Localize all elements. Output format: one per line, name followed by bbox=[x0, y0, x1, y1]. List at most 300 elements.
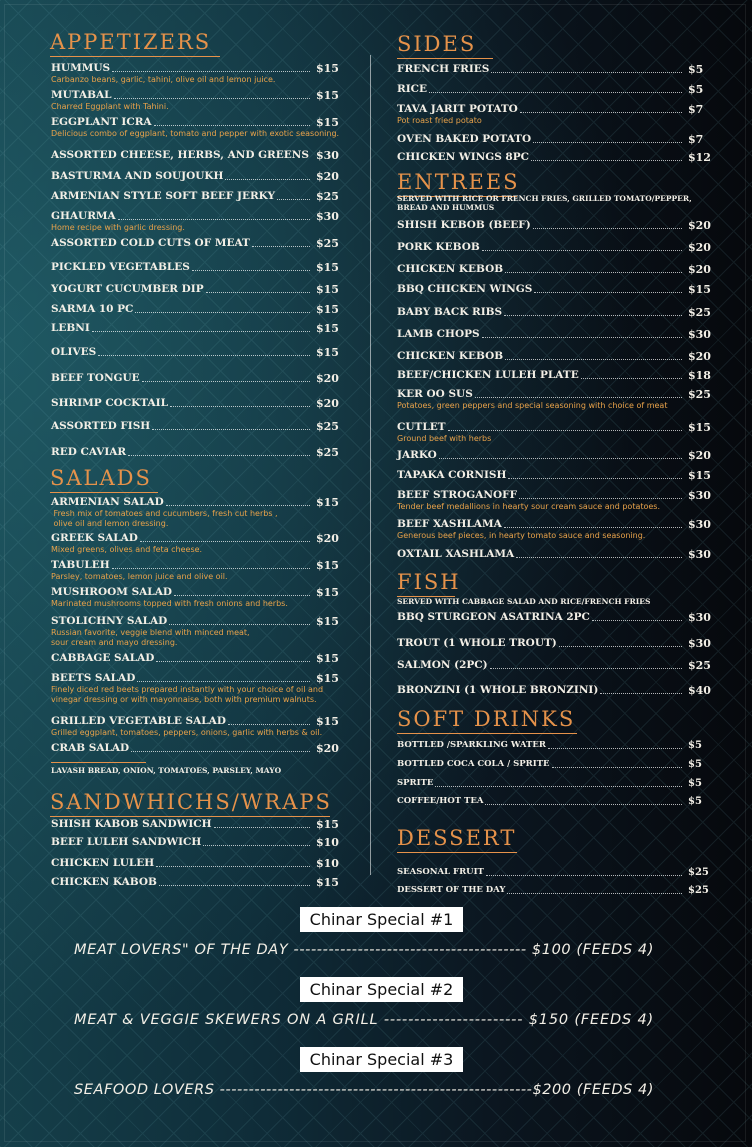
menu-item-shish-kebob-beef bbox=[397, 219, 718, 233]
menu-item-price: $7 bbox=[688, 103, 704, 116]
menu-item-jarko bbox=[397, 449, 718, 463]
menu-item-row bbox=[397, 83, 718, 97]
leader-dots bbox=[174, 595, 310, 596]
menu-item-description: Carbanzo beans, garlic, tahini, olive oil and lemon juice. bbox=[51, 75, 276, 84]
menu-item-price: $5 bbox=[688, 778, 702, 789]
leader-dots bbox=[128, 455, 310, 456]
menu-item-price: $10 bbox=[316, 836, 339, 849]
section-underline bbox=[50, 56, 220, 57]
leader-dots bbox=[137, 681, 310, 682]
menu-item-tabuleh bbox=[51, 559, 346, 573]
menu-item-name: BEEF TONGUE bbox=[51, 372, 140, 384]
section-heading-appetizers bbox=[50, 30, 220, 57]
menu-item-ker-oo-sus bbox=[397, 388, 718, 402]
menu-item-price: $15 bbox=[316, 261, 339, 274]
menu-item-price: $20 bbox=[316, 397, 339, 410]
menu-item-price: $25 bbox=[688, 659, 711, 672]
menu-item-sprite bbox=[397, 777, 718, 791]
menu-item-name: EGGPLANT ICRA bbox=[51, 116, 152, 128]
menu-item-price: $25 bbox=[688, 885, 709, 896]
menu-item-price: $7 bbox=[688, 133, 704, 146]
leader-dots bbox=[504, 527, 682, 528]
menu-item-price: $15 bbox=[316, 818, 339, 831]
menu-item-assorted-cold-cuts-of-meat bbox=[51, 237, 346, 251]
menu-item-price: $5 bbox=[688, 759, 702, 770]
section-heading-dessert bbox=[397, 826, 517, 853]
menu-item-shish-kabob-sandwich bbox=[51, 818, 346, 832]
menu-item-name: CHICKEN KABOB bbox=[51, 876, 157, 888]
menu-item-row bbox=[51, 615, 346, 629]
menu-item-price: $15 bbox=[316, 559, 339, 572]
section-heading-sandwiches bbox=[50, 790, 332, 817]
menu-item-row bbox=[51, 559, 346, 573]
leader-dots bbox=[192, 270, 310, 271]
menu-item-row bbox=[397, 449, 718, 463]
menu-item-bbq-chicken-wings bbox=[397, 283, 718, 297]
menu-item-name: PORK KEBOB bbox=[397, 241, 480, 253]
menu-item-cabbage-salad bbox=[51, 652, 346, 666]
menu-item-name: BABY BACK RIBS bbox=[397, 306, 503, 318]
menu-item-rice bbox=[397, 83, 718, 97]
menu-item-french-fries bbox=[397, 63, 718, 77]
menu-item-name: FRENCH FRIES bbox=[397, 63, 490, 75]
section-title: DESSERT bbox=[397, 826, 517, 850]
leader-dots bbox=[225, 179, 310, 180]
leader-dots bbox=[92, 331, 310, 332]
menu-item-name: OVEN BAKED POTATO bbox=[397, 133, 532, 145]
menu-item-row bbox=[397, 637, 718, 651]
menu-item-price: $12 bbox=[688, 151, 711, 164]
menu-item-price: $20 bbox=[688, 449, 711, 462]
menu-item-mutabal bbox=[51, 89, 346, 103]
menu-item-row bbox=[51, 652, 346, 666]
menu-item-dessert-of-the-day bbox=[397, 884, 718, 898]
menu-item-bottled-coca-cola-sprite bbox=[397, 758, 718, 772]
menu-item-price: $20 bbox=[316, 742, 339, 755]
menu-item-name: SEASONAL FRUIT bbox=[397, 867, 484, 877]
menu-item-description: Pot roast fried potato bbox=[397, 116, 482, 125]
special-description-2: MEAT & VEGGIE SKEWERS ON A GRILL ----------------------- $150 (FEEDS 4) bbox=[74, 1012, 654, 1028]
menu-item-name: GREEK SALAD bbox=[51, 532, 138, 544]
leader-dots bbox=[114, 98, 310, 99]
menu-item-name: SARMA 10 PC bbox=[51, 303, 134, 315]
menu-item-name: PICKLED VEGETABLES bbox=[51, 261, 190, 273]
menu-item-beets-salad bbox=[51, 672, 346, 686]
menu-item-name: COFFEE/HOT TEA bbox=[397, 796, 484, 806]
leader-dots bbox=[131, 751, 310, 752]
menu-item-description: Ground beef with herbs bbox=[397, 434, 492, 443]
menu-item-sarma-10-pc bbox=[51, 303, 346, 317]
menu-item-assorted-cheese-herbs-and-greens bbox=[51, 149, 346, 163]
menu-item-row bbox=[397, 283, 718, 297]
menu-item-description: Potatoes, green peppers and special seasoning with choice of meat bbox=[397, 401, 668, 410]
menu-item-price: $15 bbox=[316, 62, 339, 75]
menu-item-row bbox=[397, 684, 718, 698]
section-heading-sides bbox=[397, 32, 493, 59]
menu-item-name: RED CAVIAR bbox=[51, 446, 127, 458]
menu-item-price: $25 bbox=[316, 190, 339, 203]
menu-item-name: CHICKEN KEBOB bbox=[397, 350, 504, 362]
leader-dots bbox=[486, 875, 682, 876]
menu-item-row bbox=[397, 758, 718, 772]
menu-item-row bbox=[397, 306, 718, 320]
menu-item-row bbox=[397, 63, 718, 77]
leader-dots bbox=[533, 142, 682, 143]
leader-dots bbox=[135, 312, 310, 313]
menu-item-stolichny-salad bbox=[51, 615, 346, 629]
menu-item-price: $18 bbox=[688, 369, 711, 382]
menu-item-description: Delicious combo of eggplant, tomato and pepper with exotic seasoning. bbox=[51, 129, 340, 138]
menu-item-eggplant-icra bbox=[51, 116, 346, 130]
menu-item-price: $15 bbox=[316, 715, 339, 728]
leader-dots bbox=[112, 568, 310, 569]
menu-item-row bbox=[51, 496, 346, 510]
section-underline bbox=[50, 492, 158, 493]
menu-item-row bbox=[397, 219, 718, 233]
menu-item-name: SHISH KABOB SANDWICH bbox=[51, 818, 212, 830]
menu-item-name: BEEF STROGANOFF bbox=[397, 489, 518, 501]
menu-item-row bbox=[397, 518, 718, 532]
menu-item-row bbox=[51, 672, 346, 686]
menu-item-name: ASSORTED FISH bbox=[51, 420, 151, 432]
menu-item-lamb-chops bbox=[397, 328, 718, 342]
menu-item-tava-jarit-potato bbox=[397, 103, 718, 117]
menu-item-name: MUSHROOM SALAD bbox=[51, 586, 172, 598]
menu-item-row bbox=[51, 283, 346, 297]
menu-item-price: $5 bbox=[688, 63, 704, 76]
menu-item-bottled-sparkling-water bbox=[397, 739, 718, 753]
leader-dots bbox=[159, 885, 310, 886]
leader-dots bbox=[548, 748, 682, 749]
menu-item-salmon-2pc bbox=[397, 659, 718, 673]
menu-item-price: $20 bbox=[316, 532, 339, 545]
leader-dots bbox=[508, 478, 682, 479]
menu-item-name: SHRIMP COCKTAIL bbox=[51, 397, 168, 409]
menu-item-price: $15 bbox=[316, 283, 339, 296]
menu-item-name: GRILLED VEGETABLE SALAD bbox=[51, 715, 226, 727]
section-title: APPETIZERS bbox=[50, 30, 212, 54]
menu-item-row bbox=[397, 328, 718, 342]
menu-item-row bbox=[51, 715, 346, 729]
menu-item-beef-chicken-luleh-plate bbox=[397, 369, 718, 383]
menu-item-price: $10 bbox=[316, 857, 339, 870]
menu-item-name: JARKO bbox=[397, 449, 437, 461]
leader-dots bbox=[482, 250, 682, 251]
menu-item-price: $15 bbox=[316, 496, 339, 509]
section-underline bbox=[397, 58, 493, 59]
leader-dots bbox=[520, 112, 682, 113]
menu-item-price: $15 bbox=[316, 652, 339, 665]
menu-item-row bbox=[397, 777, 718, 791]
leader-dots bbox=[152, 429, 310, 430]
menu-item-row bbox=[51, 190, 346, 204]
menu-item-name: YOGURT CUCUMBER DIP bbox=[51, 283, 204, 295]
leader-dots bbox=[519, 498, 682, 499]
menu-item-beef-luleh-sandwich bbox=[51, 836, 346, 850]
leader-dots bbox=[482, 337, 682, 338]
menu-item-row bbox=[397, 548, 718, 562]
leader-dots bbox=[203, 845, 310, 846]
menu-item-price: $20 bbox=[688, 219, 711, 232]
section-title: ENTREES bbox=[397, 170, 520, 194]
menu-item-red-caviar bbox=[51, 446, 346, 460]
menu-item-chicken-kabob bbox=[51, 876, 346, 890]
menu-item-price: $30 bbox=[688, 489, 711, 502]
section-note: SERVED WITH RICE OR FRENCH FRIES, GRILLED TOMATO/PEPPER, BREAD AND HUMMUS bbox=[397, 194, 692, 212]
menu-item-name: BEEF XASHLAMA bbox=[397, 518, 502, 530]
menu-item-description: Charred Eggplant with Tahini. bbox=[51, 102, 169, 111]
menu-item-description: Mixed greens, olives and feta cheese. bbox=[51, 545, 203, 554]
menu-item-baby-back-ribs bbox=[397, 306, 718, 320]
menu-item-name: CRAB SALAD bbox=[51, 742, 130, 754]
leader-dots bbox=[169, 624, 310, 625]
menu-item-price: $15 bbox=[316, 876, 339, 889]
menu-item-price: $25 bbox=[316, 446, 339, 459]
menu-item-ghaurma bbox=[51, 210, 346, 224]
menu-item-name: MUTABAL bbox=[51, 89, 112, 101]
menu-item-name: STOLICHNY SALAD bbox=[51, 615, 168, 627]
menu-item-description: Russian favorite, veggie blend with minced meat, sour cream and mayo dressing. bbox=[51, 628, 250, 647]
menu-item-beef-stroganoff bbox=[397, 489, 718, 503]
menu-item-row bbox=[51, 532, 346, 546]
menu-item-name: BEEF LULEH SANDWICH bbox=[51, 836, 202, 848]
leader-dots bbox=[206, 292, 310, 293]
menu-item-beef-xashlama bbox=[397, 518, 718, 532]
menu-item-chicken-kebob bbox=[397, 350, 718, 364]
menu-item-price: $15 bbox=[688, 421, 711, 434]
menu-item-row bbox=[51, 322, 346, 336]
menu-item-description: Tender beef medallions in hearty sour cream sauce and potatoes. bbox=[397, 502, 661, 511]
section-note: LAVASH BREAD, ONION, TOMATOES, PARSLEY, MAYO bbox=[51, 766, 282, 775]
menu-item-price: $5 bbox=[688, 740, 702, 751]
menu-item-row bbox=[51, 742, 346, 756]
menu-item-row bbox=[397, 884, 718, 898]
menu-item-tapaka-cornish bbox=[397, 469, 718, 483]
leader-dots bbox=[533, 228, 682, 229]
menu-item-seasonal-fruit bbox=[397, 866, 718, 880]
menu-item-name: GHAURMA bbox=[51, 210, 116, 222]
menu-item-shrimp-cocktail bbox=[51, 397, 346, 411]
menu-item-row bbox=[51, 210, 346, 224]
leader-dots bbox=[490, 668, 682, 669]
menu-item-lebni bbox=[51, 322, 346, 336]
leader-dots bbox=[559, 646, 682, 647]
menu-item-row bbox=[397, 611, 718, 625]
menu-item-row bbox=[51, 876, 346, 890]
section-heading-entrees bbox=[397, 170, 520, 197]
menu-item-name: OXTAIL XASHLAMA bbox=[397, 548, 515, 560]
menu-item-row bbox=[51, 303, 346, 317]
menu-item-bbq-sturgeon-asatrina-2pc bbox=[397, 611, 718, 625]
leader-dots bbox=[531, 160, 682, 161]
menu-item-row bbox=[397, 489, 718, 503]
menu-item-row bbox=[51, 857, 346, 871]
leader-dots bbox=[166, 505, 310, 506]
menu-item-row bbox=[51, 346, 346, 360]
menu-item-price: $25 bbox=[688, 388, 711, 401]
leader-dots bbox=[581, 378, 682, 379]
menu-item-price: $25 bbox=[688, 306, 711, 319]
menu-item-row bbox=[51, 116, 346, 130]
menu-item-price: $30 bbox=[688, 328, 711, 341]
menu-item-price: $15 bbox=[316, 89, 339, 102]
menu-item-beef-tongue bbox=[51, 372, 346, 386]
section-heading-salads bbox=[50, 466, 158, 493]
menu-item-row bbox=[397, 133, 718, 147]
menu-item-price: $25 bbox=[316, 420, 339, 433]
menu-item-hummus bbox=[51, 62, 346, 76]
section-title: SALADS bbox=[50, 466, 152, 490]
menu-item-bronzini-1-whole-bronzini bbox=[397, 684, 718, 698]
menu-item-name: ARMENIAN STYLE SOFT BEEF JERKY bbox=[51, 190, 276, 202]
menu-item-price: $15 bbox=[688, 469, 711, 482]
menu-item-name: LAMB CHOPS bbox=[397, 328, 480, 340]
menu-item-name: HUMMUS bbox=[51, 62, 111, 74]
menu-item-description: Marinated mushrooms topped with fresh onions and herbs. bbox=[51, 599, 288, 608]
menu-item-row bbox=[397, 469, 718, 483]
leader-dots bbox=[505, 272, 682, 273]
leader-dots bbox=[505, 359, 682, 360]
menu-item-greek-salad bbox=[51, 532, 346, 546]
menu-item-price: $20 bbox=[316, 170, 339, 183]
menu-item-basturma-and-soujoukh bbox=[51, 170, 346, 184]
section-heading-soft-drinks bbox=[397, 707, 577, 734]
menu-item-price: $30 bbox=[688, 637, 711, 650]
menu-item-row bbox=[51, 261, 346, 275]
menu-item-name: BEEF/CHICKEN LULEH PLATE bbox=[397, 369, 579, 381]
menu-item-row bbox=[51, 420, 346, 434]
menu-item-name: KER OO SUS bbox=[397, 388, 473, 400]
section-title: FISH bbox=[397, 570, 461, 594]
menu-item-row bbox=[397, 241, 718, 255]
menu-item-coffee-hot-tea bbox=[397, 795, 718, 809]
leader-dots bbox=[516, 557, 682, 558]
leader-dots bbox=[170, 406, 310, 407]
menu-item-name: TROUT (1 WHOLE TROUT) bbox=[397, 637, 557, 649]
menu-item-price: $25 bbox=[316, 237, 339, 250]
menu-item-row bbox=[397, 739, 718, 753]
leader-dots bbox=[277, 199, 310, 200]
menu-item-name: BEETS SALAD bbox=[51, 672, 136, 684]
section-note: SERVED WITH CABBAGE SALAD AND RICE/FRENCH FRIES bbox=[397, 597, 651, 606]
menu-item-price: $20 bbox=[316, 372, 339, 385]
special-description-3: SEAFOOD LOVERS ------------------------------------------------------$200 (FEEDS 4) bbox=[74, 1082, 654, 1098]
menu-item-name: ARMENIAN SALAD bbox=[51, 496, 164, 508]
menu-item-name: SHISH KEBOB (BEEF) bbox=[397, 219, 531, 231]
menu-item-description: Parsley, tomatoes, lemon juice and olive oil. bbox=[51, 572, 228, 581]
menu-item-name: SALMON (2PC) bbox=[397, 659, 488, 671]
menu-item-price: $5 bbox=[688, 796, 702, 807]
leader-dots bbox=[112, 71, 310, 72]
section-heading-fish bbox=[397, 570, 461, 597]
leader-dots bbox=[252, 246, 310, 247]
menu-item-name: CHICKEN WINGS 8PC bbox=[397, 151, 529, 163]
menu-item-price: $20 bbox=[688, 241, 711, 254]
menu-item-price: $30 bbox=[316, 149, 339, 162]
menu-item-row bbox=[51, 818, 346, 832]
leader-dots bbox=[142, 381, 310, 382]
menu-item-price: $15 bbox=[316, 615, 339, 628]
section-title: SIDES bbox=[397, 32, 477, 56]
menu-item-trout-1-whole-trout bbox=[397, 637, 718, 651]
leader-dots bbox=[98, 355, 310, 356]
menu-item-price: $15 bbox=[316, 586, 339, 599]
leader-dots bbox=[156, 661, 310, 662]
section-title: SANDWHICHS/WRAPS bbox=[50, 790, 332, 814]
leader-dots bbox=[214, 827, 310, 828]
menu-item-chicken-kebob bbox=[397, 263, 718, 277]
menu-item-name: CUTLET bbox=[397, 421, 446, 433]
menu-item-name: OLIVES bbox=[51, 346, 97, 358]
menu-item-row bbox=[397, 369, 718, 383]
menu-item-price: $30 bbox=[688, 548, 711, 561]
menu-item-name: LEBNI bbox=[51, 322, 90, 334]
menu-item-cutlet bbox=[397, 421, 718, 435]
menu-item-armenian-salad bbox=[51, 496, 346, 510]
leader-dots bbox=[228, 724, 310, 725]
menu-item-olives bbox=[51, 346, 346, 360]
menu-item-row bbox=[397, 103, 718, 117]
leader-dots bbox=[507, 893, 682, 894]
section-underline bbox=[397, 733, 577, 734]
menu-item-price: $20 bbox=[688, 263, 711, 276]
menu-item-name: DESSERT OF THE DAY bbox=[397, 885, 506, 895]
section-title: SOFT DRINKS bbox=[397, 707, 576, 731]
menu-item-price: $30 bbox=[688, 518, 711, 531]
menu-item-name: TABULEH bbox=[51, 559, 110, 571]
menu-item-name: TAVA JARIT POTATO bbox=[397, 103, 518, 115]
menu-item-name: BBQ CHICKEN WINGS bbox=[397, 283, 533, 295]
menu-item-chicken-wings-8pc bbox=[397, 151, 718, 165]
leader-dots bbox=[504, 315, 682, 316]
menu-item-name: BASTURMA AND SOUJOUKH bbox=[51, 170, 224, 182]
menu-item-crab-salad bbox=[51, 742, 346, 756]
menu-item-price: $15 bbox=[316, 303, 339, 316]
menu-item-name: RICE bbox=[397, 83, 427, 95]
special-label-2: Chinar Special #2 bbox=[300, 977, 463, 1002]
menu-item-description: Generous beef pieces, in hearty tomato sauce and seasoning. bbox=[397, 531, 646, 540]
menu-item-price: $15 bbox=[316, 116, 339, 129]
menu-item-price: $30 bbox=[316, 210, 339, 223]
leader-dots bbox=[592, 620, 682, 621]
menu-item-row bbox=[51, 397, 346, 411]
special-description-1: MEAT LOVERS" OF THE DAY ---------------------------------------- $100 (FEEDS 4) bbox=[74, 942, 654, 958]
menu-item-mushroom-salad bbox=[51, 586, 346, 600]
leader-dots bbox=[448, 430, 682, 431]
menu-item-yogurt-cucumber-dip bbox=[51, 283, 346, 297]
menu-item-name: BRONZINI (1 WHOLE BRONZINI) bbox=[397, 684, 599, 696]
leader-dots bbox=[485, 804, 682, 805]
leader-dots bbox=[429, 92, 682, 93]
menu-item-row bbox=[51, 372, 346, 386]
menu-item-price: $15 bbox=[688, 283, 711, 296]
leader-dots bbox=[552, 767, 682, 768]
menu-item-name: ASSORTED CHEESE, HERBS, AND GREENS bbox=[51, 149, 309, 161]
menu-item-description: Finely diced red beets prepared instantly with your choice of oil and vinegar dressing or with mayonnaise, both with premium walnuts. bbox=[51, 685, 324, 704]
menu-item-name: TAPAKA CORNISH bbox=[397, 469, 507, 481]
menu-item-name: BOTTLED /SPARKLING WATER bbox=[397, 740, 546, 750]
menu-item-row bbox=[397, 866, 718, 880]
menu-item-chicken-luleh bbox=[51, 857, 346, 871]
menu-item-grilled-vegetable-salad bbox=[51, 715, 346, 729]
menu-item-row bbox=[51, 170, 346, 184]
menu-item-name: SPRITE bbox=[397, 778, 434, 788]
leader-dots bbox=[475, 397, 682, 398]
menu-item-row bbox=[51, 89, 346, 103]
menu-item-row bbox=[397, 350, 718, 364]
note-underline bbox=[51, 762, 146, 763]
menu-item-name: BOTTLED COCA COLA / SPRITE bbox=[397, 759, 550, 769]
